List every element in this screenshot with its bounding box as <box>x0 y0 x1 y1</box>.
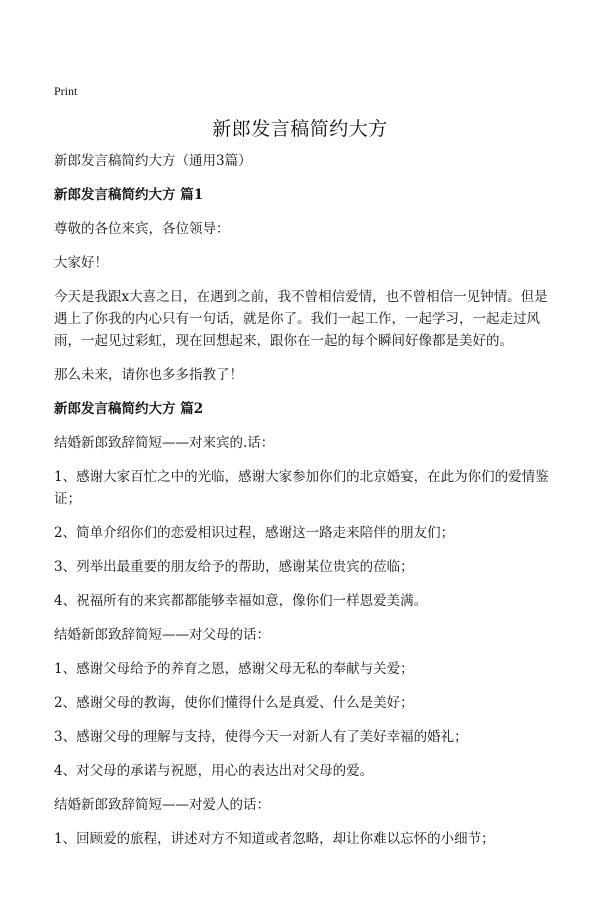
paragraph: 3、感谢父母的理解与支持，使得今天一对新人有了美好幸福的婚礼； <box>54 729 468 745</box>
section-heading-2: 新郎发言稿简约大方 篇2 <box>54 401 204 417</box>
paragraph: 那么未来，请你也多多指教了！ <box>54 367 243 383</box>
paragraph: 3、列举出最重要的朋友给予的帮助，感谢某位贵宾的莅临； <box>54 559 414 575</box>
paragraph: 2、简单介绍你们的恋爱相识过程，感谢这一路走来陪伴的朋友们； <box>54 525 455 541</box>
paragraph: 结婚新郎致辞简短——对来宾的.话： <box>54 435 275 451</box>
paragraph: 4、祝福所有的来宾都都能够幸福如意，像你们一样恩爱美满。 <box>54 593 428 609</box>
paragraph: 结婚新郎致辞简短——对爱人的话： <box>54 797 270 813</box>
paragraph: 结婚新郎致辞简短——对父母的话： <box>54 627 270 643</box>
print-link[interactable]: Print <box>54 84 78 98</box>
paragraph: 4、对父母的承诺与祝愿，用心的表达出对父母的爱。 <box>54 763 374 779</box>
paragraph: 尊敬的各位来宾，各位领导： <box>54 221 230 237</box>
document-body <box>54 150 552 862</box>
page-title: 新郎发言稿简约大方 <box>212 118 388 140</box>
paragraph: 1、感谢父母给予的养育之恩，感谢父母无私的奉献与关爱； <box>54 661 414 677</box>
paragraph: 1、回顾爱的旅程，讲述对方不知道或者忽略，却让你难以忘怀的小细节； <box>54 831 495 847</box>
paragraph: 今天是我跟x大喜之日，在遇到之前，我不曾相信爱情，也不曾相信一见钟情。但是遇上了你我的内心只有一句话，就是你了。我们一起工作，一起学习，一起走过风雨，一起见过彩虹，现在回想起来，跟你在一起的每个瞬间好像都是美好的。 <box>54 289 548 349</box>
paragraph: 大家好！ <box>54 255 108 271</box>
paragraph: 1、感谢大家百忙之中的光临，感谢大家参加你们的北京婚宴，在此为你们的爱情鉴证； <box>54 469 549 507</box>
document-subtitle: 新郎发言稿简约大方（通用3篇） <box>54 153 252 169</box>
paragraph: 2、感谢父母的教诲，使你们懂得什么是真爱、什么是美好； <box>54 695 414 711</box>
section-heading-1: 新郎发言稿简约大方 篇1 <box>54 187 204 203</box>
